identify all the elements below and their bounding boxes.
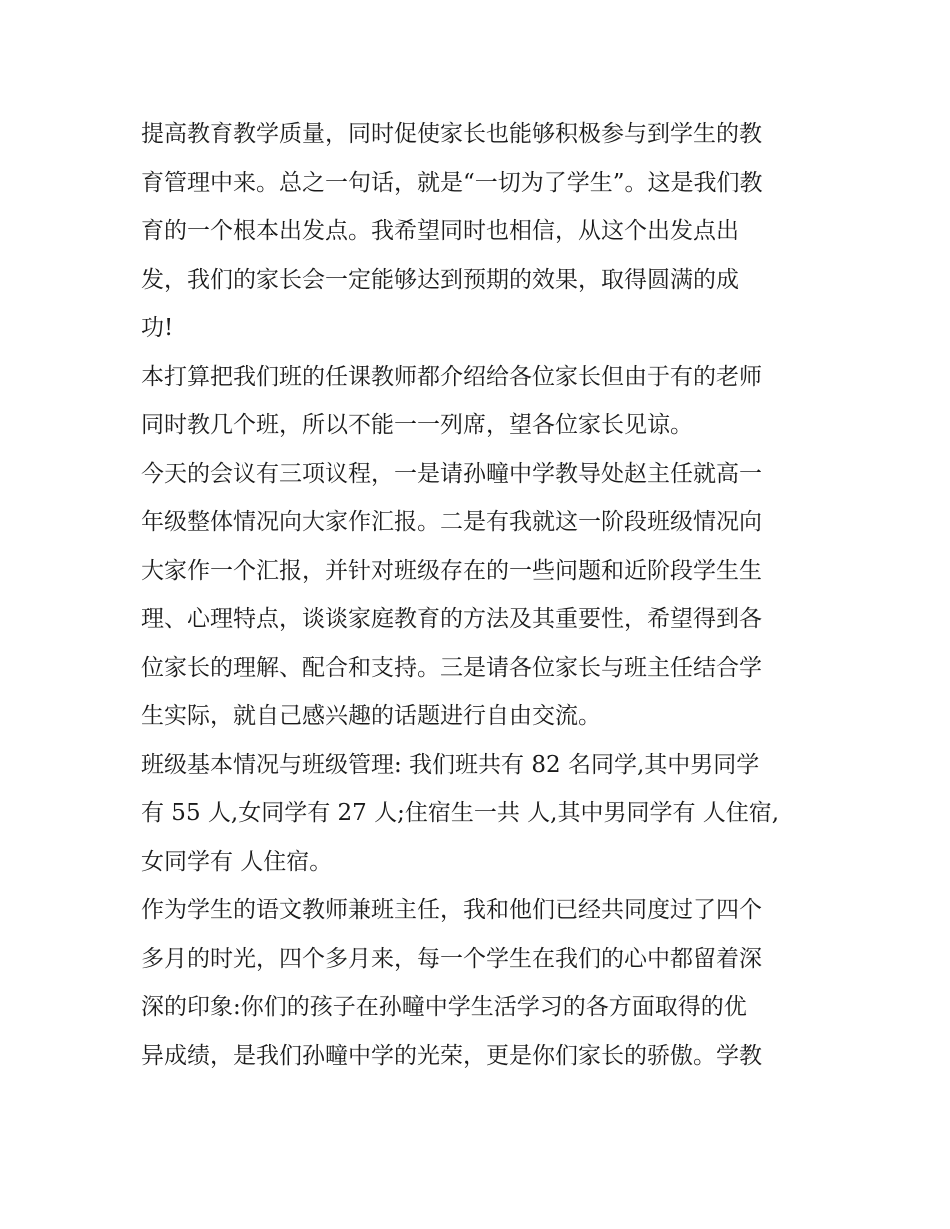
text-line: 同时教几个班，所以不能一一列席，望各位家长见谅。 [141,412,693,438]
text-line: 女同学有 人住宿。 [141,848,333,875]
text-line: 育的一个根本出发点。我希望同时也相信，从这个出发点出 [141,218,739,244]
text-line: 班级基本情况与班级管理: 我们班共有 82 名同学,其中男同学 [141,751,760,778]
text-line: 异成绩，是我们孙疃中学的光荣，更是你们家长的骄傲。学教 [141,1042,762,1069]
text-line: 发，我们的家长会一定能够达到预期的效果，取得圆满的成 [141,266,739,293]
text-line: 位家长的理解、配合和支持。三是请各位家长与班主任结合学 [141,654,762,681]
text-line: 作为学生的语文教师兼班主任，我和他们已经共同度过了四个 [141,897,762,923]
document-body [141,110,821,1080]
text-line: 有 55 人,女同学有 27 人;住宿生一共 人,其中男同学有 人住宿, [141,800,780,826]
text-line: 多月的时光，四个多月来，每一个学生在我们的心中都留着深 [141,945,762,972]
text-line: 年级整体情况向大家作汇报。二是有我就这一阶段班级情况向 [141,509,762,535]
text-line: 提高教育教学质量，同时促使家长也能够积极参与到学生的教 [141,121,762,147]
text-line: 今天的会议有三项议程，一是请孙疃中学教导处赵主任就高一 [141,460,762,487]
text-line: 生实际，就自己感兴趣的话题进行自由交流。 [141,703,601,729]
text-line: 功! [141,315,174,341]
text-line: 大家作一个汇报，并针对班级存在的一些问题和近阶段学生生 [141,557,762,584]
text-line: 育管理中来。总之一句话，就是“一切为了学生”。这是我们教 [141,169,763,196]
text-line: 深的印象:你们的孩子在孙疃中学生活学习的各方面取得的优 [141,994,747,1020]
text-line: 理、心理特点，谈谈家庭教育的方法及其重要性，希望得到各 [141,606,762,632]
text-line: 本打算把我们班的任课教师都介绍给各位家长但由于有的老师 [141,363,762,390]
